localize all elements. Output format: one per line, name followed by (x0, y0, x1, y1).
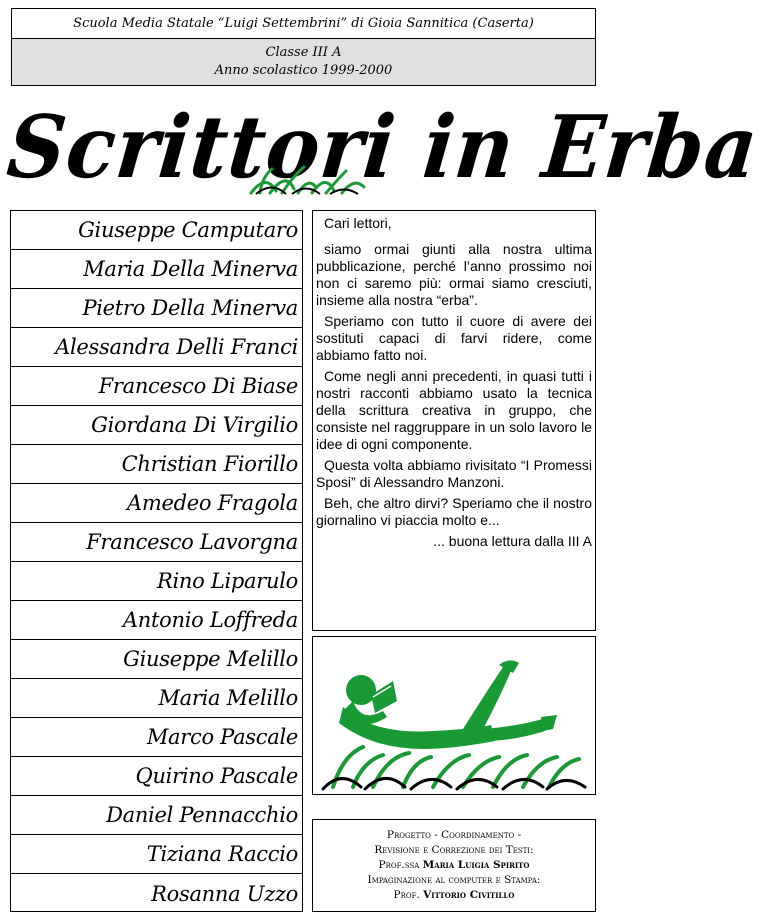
author-name: Antonio Loffreda (11, 601, 302, 640)
letter-greeting: Cari lettori, (324, 215, 392, 231)
author-name: Giuseppe Melillo (11, 640, 302, 679)
author-name: Francesco Di Biase (11, 367, 302, 406)
author-name: Giuseppe Camputaro (11, 211, 302, 250)
grass-icon (246, 163, 376, 197)
reading-illustration (312, 636, 596, 795)
letter-paragraph: siamo ormai giunti alla nostra ultima pubblicazione, perché l’anno prossimo noi non ci saremo più: ormai siamo cresciuti, insieme alla nostra “erba”. (316, 241, 592, 308)
author-name: Tiziana Raccio (11, 835, 302, 874)
author-name: Quirino Pascale (11, 757, 302, 796)
credits-title: Prof. (393, 889, 420, 901)
letter-paragraph: Come negli anni precedenti, in quasi tutti i nostri racconti abbiamo usato la tecnica della scrittura creativa in gruppo, che consiste nel raggruppare in un solo lavoro le idee di ogni componente. (316, 368, 592, 452)
letter-paragraph: Questa volta abbiamo rivisitato “I Promessi Sposi” di Alessandro Manzoni. (316, 457, 592, 490)
credits-line (394, 888, 515, 903)
letter-paragraph: Speriamo con tutto il cuore di avere dei sostituti capaci di farvi ridere, come abbiamo fatto noi. (316, 313, 592, 363)
class-name: Classe III A (265, 45, 342, 60)
author-name: Giordana Di Virgilio (11, 406, 302, 445)
school-header (11, 8, 596, 39)
author-name: Pietro Della Minerva (11, 289, 302, 328)
school-name: Scuola Media Statale “Luigi Settembrini” di Gioia Sannitica (Caserta) (73, 16, 534, 31)
letter-signoff: ... buona lettura dalla III A (433, 533, 592, 549)
letter-paragraph: Beh, che altro dirvi? Speriamo che il nostro giornalino vi piaccia molto e... (316, 495, 592, 528)
credits-line: Impaginazione al computer e Stampa: (367, 874, 541, 886)
credits-line (379, 858, 530, 873)
author-name: Amedeo Fragola (11, 484, 302, 523)
credits-title: Prof.ssa (378, 859, 420, 871)
school-year: Anno scolastico 1999-2000 (214, 63, 393, 78)
author-name: Rosanna Uzzo (151, 881, 298, 906)
author-name: Maria Della Minerva (11, 250, 302, 289)
author-name: Marco Pascale (11, 718, 302, 757)
credits-line: Progetto - Coordinamento - (386, 829, 522, 841)
author-name: Daniel Pennacchio (11, 796, 302, 835)
credits-line: Revisione e Correzione dei Testi: (374, 844, 534, 856)
author-name: Maria Melillo (11, 679, 302, 718)
editorial-letter (312, 210, 596, 631)
author-name: Alessandra Delli Franci (11, 328, 302, 367)
class-box (11, 38, 596, 86)
credits-person: Maria Luigia Spirito (422, 859, 530, 871)
author-name: Rino Liparulo (11, 562, 302, 601)
reader-on-grass-icon (313, 637, 597, 796)
masthead (3, 88, 763, 208)
masthead-title: Scrittori in Erba (3, 97, 763, 198)
author-name: Francesco Lavorgna (11, 523, 302, 562)
author-name: Christian Fiorillo (11, 445, 302, 484)
authors-list (10, 210, 303, 912)
credits-box (312, 819, 596, 912)
credits-person: Vittorio Civitillo (423, 889, 515, 901)
